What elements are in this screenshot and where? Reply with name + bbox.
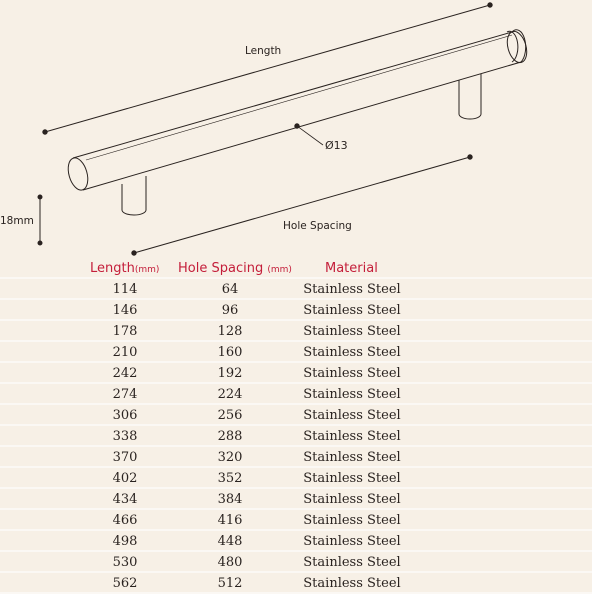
length-cell: 466 xyxy=(112,513,138,528)
table-row xyxy=(0,447,592,468)
material-cell: Stainless Steel xyxy=(303,429,401,444)
hole-spacing-cell: 96 xyxy=(221,303,239,318)
length-cell: 274 xyxy=(112,387,138,402)
header-hole-spacing-unit: (mm) xyxy=(267,265,292,275)
material-cell: Stainless Steel xyxy=(303,576,401,591)
table-row xyxy=(0,573,592,594)
table-row xyxy=(0,342,592,363)
table-row xyxy=(0,552,592,573)
length-cell: 210 xyxy=(112,345,138,360)
hole-spacing-label: Hole Spacing xyxy=(283,220,352,232)
material-cell: Stainless Steel xyxy=(303,282,401,297)
hole-spacing-cell: 64 xyxy=(221,282,239,297)
hole-spacing-cell: 512 xyxy=(217,576,243,591)
table-row xyxy=(0,279,592,300)
table-row xyxy=(0,405,592,426)
length-cell: 242 xyxy=(112,366,138,381)
hole-spacing-cell: 192 xyxy=(217,366,243,381)
length-cell: 370 xyxy=(112,450,138,465)
hole-spacing-cell: 224 xyxy=(217,387,243,402)
hole-spacing-cell: 480 xyxy=(217,555,243,570)
header-length xyxy=(90,258,159,279)
hole-spacing-dimension xyxy=(132,155,472,255)
table-row xyxy=(0,384,592,405)
material-cell: Stainless Steel xyxy=(303,408,401,423)
length-cell: 562 xyxy=(112,576,138,591)
table-row xyxy=(0,363,592,384)
material-cell: Stainless Steel xyxy=(303,324,401,339)
length-cell: 178 xyxy=(112,324,138,339)
table-row xyxy=(0,468,592,489)
header-length-text: Length xyxy=(90,261,135,276)
material-cell: Stainless Steel xyxy=(303,345,401,360)
header-material: Material xyxy=(325,261,378,276)
height-label: 18mm xyxy=(0,215,34,227)
length-cell: 114 xyxy=(112,282,138,297)
hole-spacing-cell: 384 xyxy=(217,492,243,507)
length-cell: 402 xyxy=(112,471,138,486)
table-header-row xyxy=(0,258,592,279)
material-cell: Stainless Steel xyxy=(303,366,401,381)
height-dimension xyxy=(38,195,42,245)
hole-spacing-cell: 416 xyxy=(217,513,243,528)
header-hole-spacing xyxy=(178,258,292,279)
table-row xyxy=(0,321,592,342)
hole-spacing-cell: 448 xyxy=(217,534,243,549)
material-cell: Stainless Steel xyxy=(303,555,401,570)
handle-diagram xyxy=(0,0,592,260)
material-cell: Stainless Steel xyxy=(303,492,401,507)
table-row xyxy=(0,531,592,552)
hole-spacing-cell: 320 xyxy=(217,450,243,465)
material-cell: Stainless Steel xyxy=(303,534,401,549)
dimensions-table xyxy=(0,258,592,592)
hole-spacing-cell: 256 xyxy=(217,408,243,423)
hole-spacing-cell: 288 xyxy=(217,429,243,444)
table-row xyxy=(0,426,592,447)
header-length-unit: (mm) xyxy=(134,265,160,275)
length-cell: 338 xyxy=(112,429,138,444)
material-cell: Stainless Steel xyxy=(303,450,401,465)
diameter-label: Ø13 xyxy=(325,139,348,152)
material-cell: Stainless Steel xyxy=(303,471,401,486)
length-cell: 306 xyxy=(112,408,138,423)
left-post xyxy=(122,176,146,215)
hole-spacing-cell: 160 xyxy=(217,345,243,360)
diameter-leader xyxy=(295,124,323,145)
table-row xyxy=(0,510,592,531)
material-cell: Stainless Steel xyxy=(303,387,401,402)
length-cell: 530 xyxy=(112,555,138,570)
length-cell: 498 xyxy=(112,534,138,549)
length-label: Length xyxy=(245,45,282,57)
length-cell: 146 xyxy=(112,303,138,318)
length-cell: 434 xyxy=(112,492,138,507)
hole-spacing-cell: 128 xyxy=(217,324,243,339)
material-cell: Stainless Steel xyxy=(303,513,401,528)
table-row xyxy=(0,489,592,510)
hole-spacing-cell: 352 xyxy=(217,471,243,486)
header-hole-spacing-text: Hole Spacing xyxy=(178,261,264,276)
material-cell: Stainless Steel xyxy=(303,303,401,318)
table-row xyxy=(0,300,592,321)
